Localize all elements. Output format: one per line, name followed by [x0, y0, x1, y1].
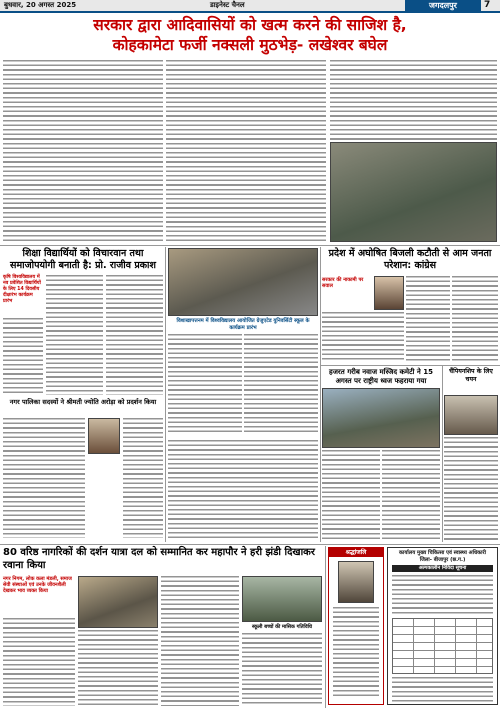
senior-subhead: नगर निगम, लोक कला मंडली, समाज सेवी संस्थाओं एवं उनके जीवनशैली देखकर भाव व्यक्त किया — [3, 576, 72, 595]
chess-body — [444, 437, 498, 540]
training-headline: विशाखापत्तनम में विश्वविद्यालय आयोजित ग्रेजुएटेड युनिवर्सिटी स्कूल के कार्यक्रम प्रारंभ — [176, 318, 310, 331]
tiranga-photo — [322, 388, 440, 448]
electricity-body-c — [452, 276, 498, 362]
page-number: 7 — [484, 0, 491, 10]
training-body-a — [168, 334, 242, 434]
divider — [321, 365, 500, 366]
electricity-headline: प्रदेश में अघोषित बिजली कटौती से आम जनता परेशान: कांग्रेस — [328, 248, 492, 271]
paper-name: डाइनेस्ट चैनल — [210, 1, 245, 9]
senior-body-c — [161, 576, 239, 706]
issue-date: बुधवार, 20 अगस्त 2025 — [4, 1, 77, 9]
shradhanjali-title: श्रद्धांजलि — [329, 548, 383, 557]
lead-body-col2b — [166, 212, 326, 242]
shradhanjali-photo — [338, 561, 374, 603]
tender-notice — [387, 547, 498, 705]
school-headline: स्कूली बच्चों की मासिक गतिविधि — [252, 624, 312, 630]
column-rule — [442, 366, 443, 542]
electricity-body-b — [406, 276, 450, 362]
chess-photo — [444, 395, 498, 435]
nagar-body-b — [123, 418, 163, 538]
senior-photo — [78, 576, 158, 628]
lead-headline-line2: कोहकामेटा फर्जी नक्सली मुठभेड़- लखेश्वर बघेल — [112, 36, 388, 54]
senior-body-b — [78, 630, 158, 706]
tiranga-body-a — [322, 450, 380, 540]
senior-headline: 80 वरिष्ठ नागरिकों की दर्शन यात्रा दल को सम्मानित कर महापौर ने हरी झंडी दिखाकर रवाना किया — [3, 547, 315, 571]
tender-footer — [392, 677, 493, 703]
column-rule — [165, 247, 166, 542]
education-body-c — [106, 275, 163, 395]
lead-body-col3 — [330, 60, 497, 140]
training-body-b — [244, 334, 318, 434]
leader-photo — [374, 276, 404, 310]
shradhanjali-ad — [328, 547, 384, 705]
edition-city: जगदलपुर — [405, 0, 481, 12]
tender-notice-label: अल्पकालीन निविदा सूचना — [392, 565, 493, 572]
tender-title: कार्यालय मुख्य चिकित्सा एवं स्वास्थ्य अधिकारी — [399, 550, 486, 556]
senior-body-a — [3, 618, 75, 706]
education-subhead: कृषि विश्वविद्यालय में नव प्रवेशित विद्यार्थियों के लिए 14 दिवसीय दीक्षारंभ कार्यक्रम प्रारंभ — [3, 275, 41, 304]
person-photo — [88, 418, 120, 454]
column-rule — [320, 247, 321, 542]
education-body-b — [3, 318, 43, 395]
lead-headline-line1: सरकार द्वारा आदिवासियों को खत्म करने की साजिश है, — [93, 16, 407, 34]
shradhanjali-text — [333, 607, 379, 699]
tiranga-headline: हजरत गरीब नवाज मस्जिद कमेटी ने 15 अगस्त पर राष्ट्रीय ध्वज फहराया गया — [329, 368, 433, 385]
electricity-subhead: सरकार की नाकामी पर सवाल — [322, 277, 364, 289]
column-rule — [325, 546, 326, 708]
chess-headline: चैंपियनशिप के लिए चयन — [449, 368, 493, 383]
divider — [0, 544, 500, 545]
tender-intro — [392, 575, 493, 615]
tender-table — [392, 618, 493, 674]
lead-body-col2 — [166, 60, 326, 210]
training-body-c — [168, 440, 318, 540]
tender-district: जिला- बीजापुर (छ.ग.) — [419, 556, 466, 563]
divider — [0, 245, 500, 246]
education-headline: शिक्षा विद्यार्थियों को विचारवान तथा समाजोपयोगी बनाती है: प्रो. राजीव प्रकाश — [10, 248, 156, 271]
lead-body-col1 — [3, 60, 163, 242]
lead-photo — [330, 142, 497, 242]
nagar-headline: नगर पालिका सदस्यों ने श्रीमती ज्योति अरोड़ा को प्रदर्शन किया — [9, 398, 157, 406]
page-header — [0, 0, 500, 13]
education-body-a — [46, 275, 103, 395]
nagar-body-a — [3, 418, 85, 538]
school-photo — [242, 576, 322, 622]
school-body — [242, 633, 322, 706]
training-photo — [168, 248, 318, 316]
electricity-body-a — [322, 312, 404, 362]
tiranga-body-b — [382, 450, 440, 540]
